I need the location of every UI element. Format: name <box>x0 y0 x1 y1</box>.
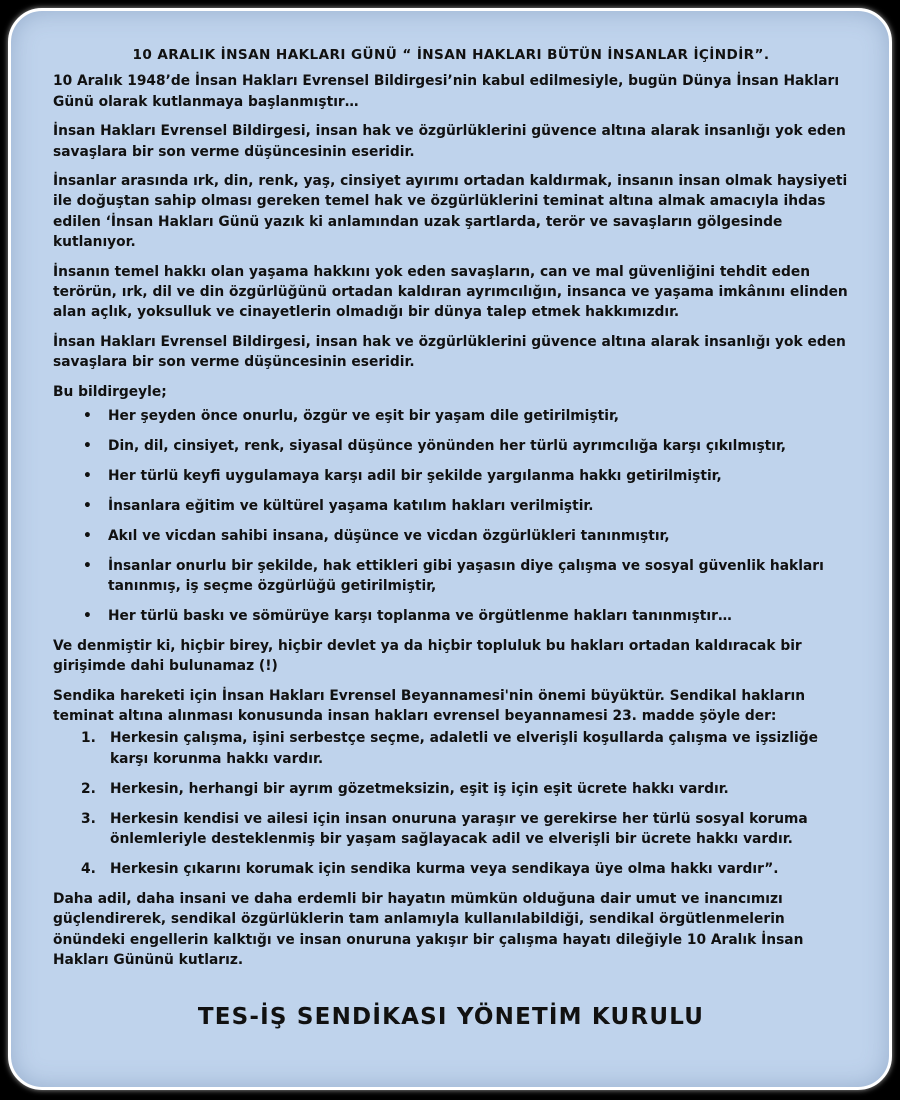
article-text: Herkesin çıkarını korumak için sendika kurma veya sendikaya üye olma hakkı vardır”. <box>110 861 779 877</box>
bullet-icon: • <box>83 467 92 484</box>
middle-paragraph-2: Sendika hareketi için İnsan Hakları Evrensel Beyannamesi'nin önemi büyüktür. Sendikal hakların teminat altına alınması konusunda insan hakları evrensel beyannamesi 23. madde şöyle der: <box>53 687 806 725</box>
article-item <box>53 809 849 850</box>
list-item <box>53 556 849 597</box>
list-item <box>53 436 849 456</box>
intro-paragraph-1: 10 Aralık 1948’de İnsan Hakları Evrensel Bildirgesi’nin kabul edilmesiyle, bugün Dünya İnsan Hakları Günü olarak kutlanmaya başlanmıştır… <box>53 73 840 110</box>
list-item-text: Akıl ve vicdan sahibi insana, düşünce ve vicdan özgürlükleri tanınmıştır, <box>108 527 670 544</box>
list-item-text: Din, dil, cinsiyet, renk, siyasal düşünce yönünden her türlü ayrımcılığa karşı çıkılmıştır, <box>108 438 787 454</box>
closing-paragraph: Daha adil, daha insani ve daha erdemli bir hayatın mümkün olduğuna dair umut ve inancımızı güçlendirerek, sendikal özgürlüklerin tam anlamıyla kullanılabildiği, sendikal örgütlenmelerin önündeki engellerin kalktığı ve insan onuruna yakışır bir çalışma hayatı dileğiyle 10 Aralık İnsan Hakları Gününü kutlarız. <box>53 890 804 969</box>
article-23-list <box>53 728 849 879</box>
middle-paragraph-1: Ve denmiştir ki, hiçbir birey, hiçbir devlet ya da hiçbir topluluk bu hakları ortadan kaldıracak bir girişimde dahi bulunamaz (!) <box>53 637 802 675</box>
bullet-icon: • <box>83 527 92 544</box>
intro-paragraph-5: İnsan Hakları Evrensel Bildirgesi, insan hak ve özgürlüklerini güvence altına alarak insanlığı yok eden savaşlara bir son verme düşüncesinin eseridir. <box>53 333 846 371</box>
list-item-text: İnsanlar onurlu bir şekilde, hak ettikleri gibi yaşasın diye çalışma ve sosyal güvenlik hakları tanınmış, iş seçme özgürlüğü getirilmiştir, <box>108 557 824 595</box>
rights-bullet-list <box>53 406 849 626</box>
list-item-text: Her şeyden önce onurlu, özgür ve eşit bir yaşam dile getirilmiştir, <box>108 408 619 425</box>
list-item-text: İnsanlara eğitim ve kültürel yaşama katılım hakları verilmiştir. <box>108 497 594 514</box>
list-item-text: Her türlü baskı ve sömürüye karşı toplanma ve örgütlenme hakları tanınmıştır… <box>108 607 732 624</box>
intro-paragraph-3: İnsanlar arasında ırk, din, renk, yaş, cinsiyet ayırımı ortadan kaldırmak, insanın insan olmak haysiyeti ile doğuştan sahip olması gereken temel hak ve özgürlüklerini teminat altına almak amacıyla ihdas edilen ‘İnsan Hakları Günü yazık ki anlamından uzak şartlarda, terör ve savaşların gölgesinde kutlanıyor. <box>53 173 848 251</box>
list-item <box>53 496 849 516</box>
article-number: 3. <box>81 810 96 827</box>
signature: TES-İŞ SENDİKASI YÖNETİM KURULU <box>197 1003 705 1030</box>
intro-paragraph-4: İnsanın temel hakkı olan yaşama hakkını yok eden savaşların, can ve mal güvenliğini tehdit eden terörün, ırk, dil ve din özgürlüğünü ortadan kaldıran ayrımcılığın, insanca ve yaşama imkânını elinden alan açlık, yoksulluk ve cinayetlerin olmadığı bir dünya talep etmek hakkımızdır. <box>53 263 848 321</box>
bullet-icon: • <box>83 438 92 454</box>
bullet-icon: • <box>83 557 92 574</box>
article-item <box>53 859 849 879</box>
article-number: 1. <box>81 730 96 747</box>
bullet-icon: • <box>83 497 92 514</box>
article-text: Herkesin çalışma, işini serbestçe seçme, adaletli ve elverişli koşullarda çalışma ve işsizliğe karşı korunma hakkı vardır. <box>110 730 818 767</box>
article-number: 2. <box>81 780 96 797</box>
announcement-card <box>8 8 892 1090</box>
list-item <box>53 606 849 626</box>
article-number: 4. <box>81 861 96 877</box>
article-text: Herkesin, herhangi bir ayrım gözetmeksizin, eşit iş için eşit ücrete hakkı vardır. <box>110 780 729 797</box>
list-item <box>53 406 849 426</box>
list-item-text: Her türlü keyfi uygulamaya karşı adil bir şekilde yargılanma hakkı getirilmiştir, <box>108 467 722 484</box>
article-item <box>53 779 849 799</box>
intro-paragraph-2: İnsan Hakları Evrensel Bildirgesi, insan hak ve özgürlüklerini güvence altına alarak insanlığı yok eden savaşlara bir son verme düşüncesinin eseridir. <box>53 123 846 160</box>
bullet-icon: • <box>83 607 92 624</box>
article-item <box>53 728 849 769</box>
article-text: Herkesin kendisi ve ailesi için insan onuruna yaraşır ve gerekirse her türlü sosyal koruma önlemleriyle desteklenmiş bir yaşam sağlayacak adil ve elverişli bir ücrete hakkı vardır. <box>110 810 808 848</box>
bullet-icon: • <box>83 408 92 425</box>
list-item <box>53 466 849 486</box>
list-item <box>53 526 849 546</box>
document-title: 10 ARALIK İNSAN HAKLARI GÜNÜ “ İNSAN HAKLARI BÜTÜN İNSANLAR İÇİNDİR”. <box>132 47 770 63</box>
list-lead-in: Bu bildirgeyle; <box>53 383 167 400</box>
